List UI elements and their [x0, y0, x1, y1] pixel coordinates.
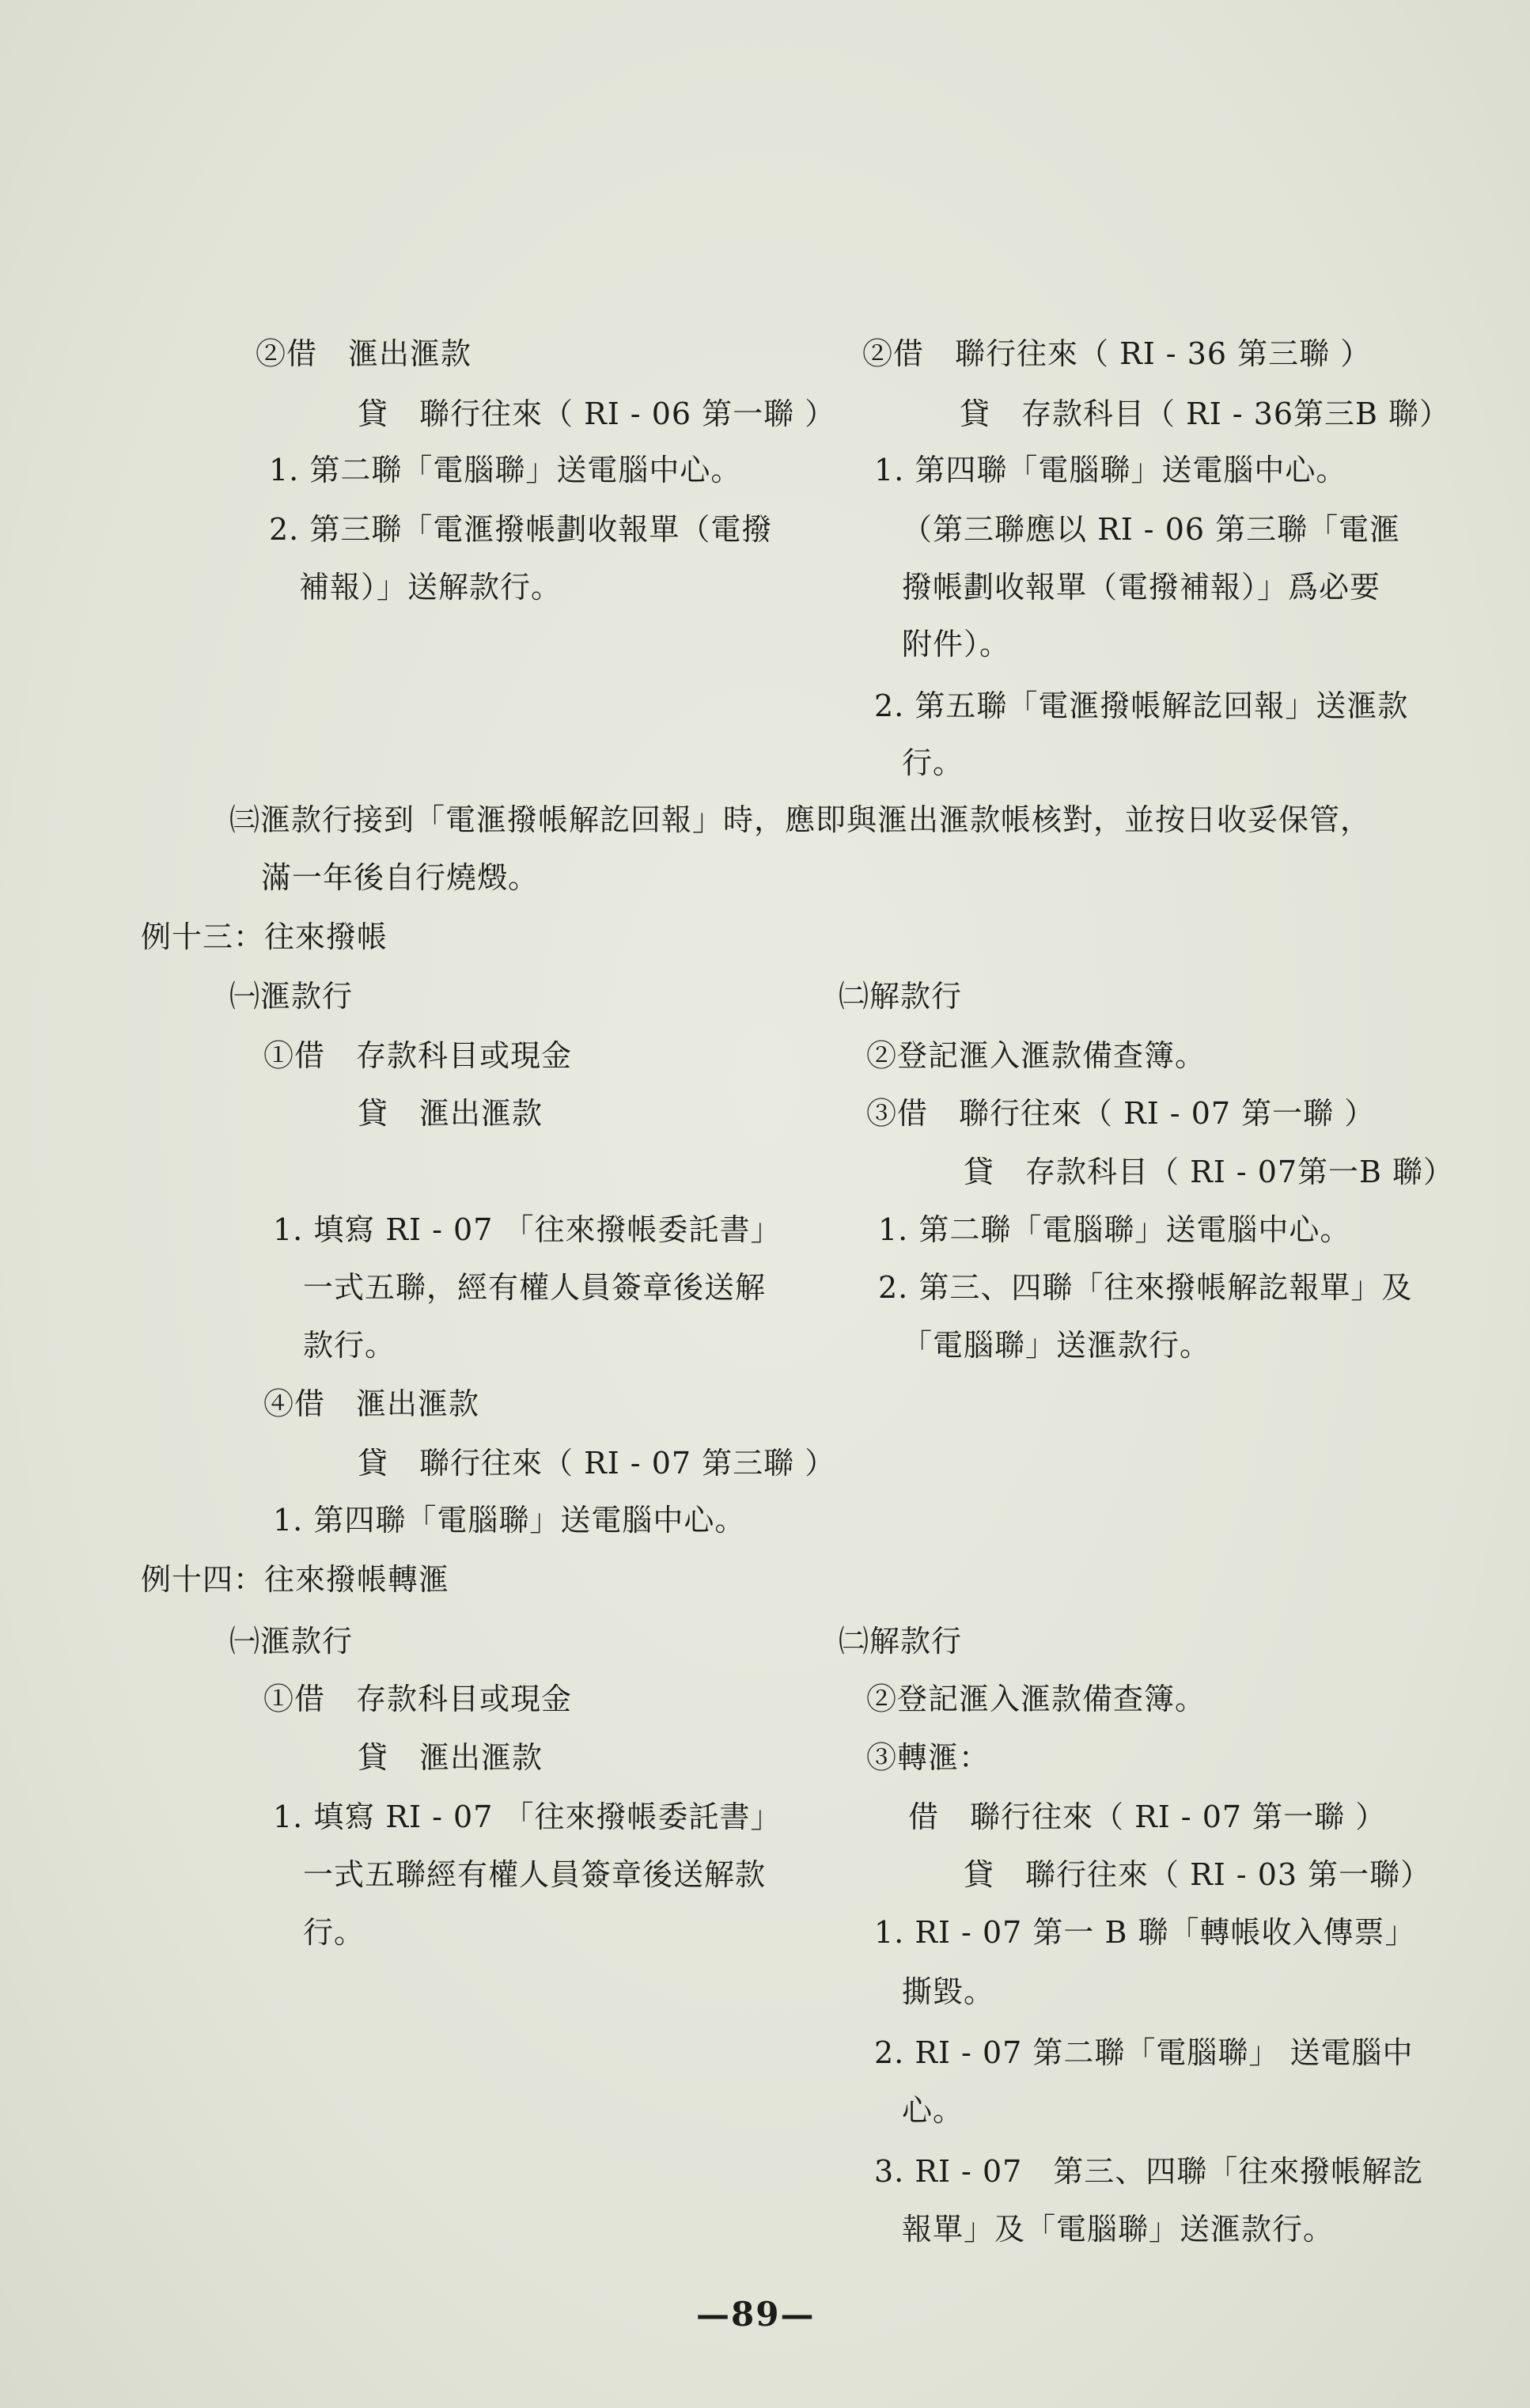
ex13-paying-bank: ㈡解款行: [839, 979, 963, 1014]
ex14-right-debit: 借 聯行往來（ RI - 07 第一聯 ）: [908, 1799, 1387, 1834]
ex14-right-register: ②登記滙入滙款備查簿。: [866, 1682, 1206, 1716]
paragraph-3-line-1: ㈢滙款行接到「電滙撥帳解訖回報」時，應即與滙出滙款帳核對，並按日收妥保管，: [229, 802, 1372, 837]
left-entry-debit: ②借 滙出滙款: [256, 336, 472, 371]
ex13-left-debit-1: ①借 存款科目或現金: [263, 1038, 573, 1073]
ex13-remitting-bank: ㈠滙款行: [229, 979, 354, 1014]
ex14-right-note-3: 3. RI - 07 第三、四聯「往來撥帳解訖: [874, 2154, 1424, 2189]
ex14-right-note-1: 1. RI - 07 第一 B 聯「轉帳收入傳票」: [874, 1915, 1416, 1950]
ex13-left-note-1-cont: 一式五聯，經有權人員簽章後送解: [303, 1270, 767, 1305]
ex14-right-credit: 貸 聯行往來（ RI - 03 第一聯）: [964, 1857, 1432, 1892]
right-note-paren-1: （第三聯應以 RI - 06 第三聯「電滙: [902, 512, 1401, 547]
ex14-right-note-3-cont: 報單」及「電腦聯」送滙款行。: [902, 2212, 1335, 2247]
ex13-left-credit-1: 貸 滙出滙款: [358, 1096, 543, 1131]
paragraph-3-line-2: 滿一年後自行燒燬。: [261, 860, 540, 895]
ex13-left-note-1-end: 款行。: [303, 1328, 396, 1363]
ex14-remitting-bank: ㈠滙款行: [229, 1624, 354, 1659]
ex14-right-note-1-cont: 撕毀。: [902, 1974, 995, 2009]
ex14-left-credit-1: 貸 滙出滙款: [358, 1740, 543, 1775]
right-note-paren-2: 撥帳劃收報單（電撥補報）」爲必要: [902, 570, 1381, 605]
ex13-right-note-1: 1. 第二聯「電腦聯」送電腦中心。: [878, 1212, 1351, 1247]
right-entry-debit: ②借 聯行往來（ RI - 36 第三聯 ）: [862, 336, 1372, 371]
ex14-left-note-1: 1. 填寫 RI - 07 「往來撥帳委託書」: [273, 1799, 782, 1834]
example-14-heading: 例十四：往來撥帳轉滙: [141, 1562, 450, 1597]
left-entry-credit: 貸 聯行往來（ RI - 06 第一聯 ）: [358, 396, 836, 431]
ex14-right-note-2: 2. RI - 07 第二聯「電腦聯」 送電腦中: [874, 2035, 1414, 2070]
ex14-left-debit-1: ①借 存款科目或現金: [263, 1682, 573, 1716]
ex13-right-note-2: 2. 第三、四聯「往來撥帳解訖報單」及: [878, 1270, 1413, 1305]
ex13-right-note-2-cont: 「電腦聯」送滙款行。: [902, 1328, 1211, 1363]
left-note-2: 2. 第三聯「電滙撥帳劃收報單（電撥: [269, 512, 773, 547]
right-entry-credit: 貸 存款科目（ RI - 36第三B 聯）: [960, 396, 1451, 431]
page-number: —89—: [696, 2295, 816, 2334]
left-note-2-cont: 補報）」送解款行。: [299, 570, 562, 605]
ex14-left-note-1-cont: 一式五聯經有權人員簽章後送解款: [303, 1857, 767, 1892]
ex14-right-transfer: ③轉滙：: [866, 1740, 990, 1775]
right-note-2: 2. 第五聯「電滙撥帳解訖回報」送滙款: [874, 688, 1409, 723]
example-13-heading: 例十三：往來撥帳: [141, 920, 388, 954]
left-note-1: 1. 第二聯「電腦聯」送電腦中心。: [269, 453, 742, 487]
ex13-right-credit: 貸 存款科目（ RI - 07第一B 聯）: [964, 1155, 1455, 1189]
ex13-left-note-1: 1. 填寫 RI - 07 「往來撥帳委託書」: [273, 1212, 782, 1247]
right-note-2-cont: 行。: [902, 745, 964, 780]
ex13-left-note-4: 1. 第四聯「電腦聯」送電腦中心。: [273, 1503, 746, 1538]
right-note-paren-3: 附件）。: [902, 627, 1011, 662]
ex13-left-credit-4: 貸 聯行往來（ RI - 07 第三聯 ）: [358, 1446, 836, 1481]
ex14-paying-bank: ㈡解款行: [839, 1624, 963, 1659]
ex14-right-note-2-cont: 心。: [902, 2093, 964, 2128]
ex13-left-debit-4: ④借 滙出滙款: [263, 1386, 480, 1421]
ex13-right-debit: ③借 聯行往來（ RI - 07 第一聯 ）: [866, 1096, 1376, 1131]
ex13-right-register: ②登記滙入滙款備查簿。: [866, 1038, 1206, 1073]
right-note-1: 1. 第四聯「電腦聯」送電腦中心。: [874, 453, 1347, 487]
ex14-left-note-1-end: 行。: [303, 1915, 365, 1950]
